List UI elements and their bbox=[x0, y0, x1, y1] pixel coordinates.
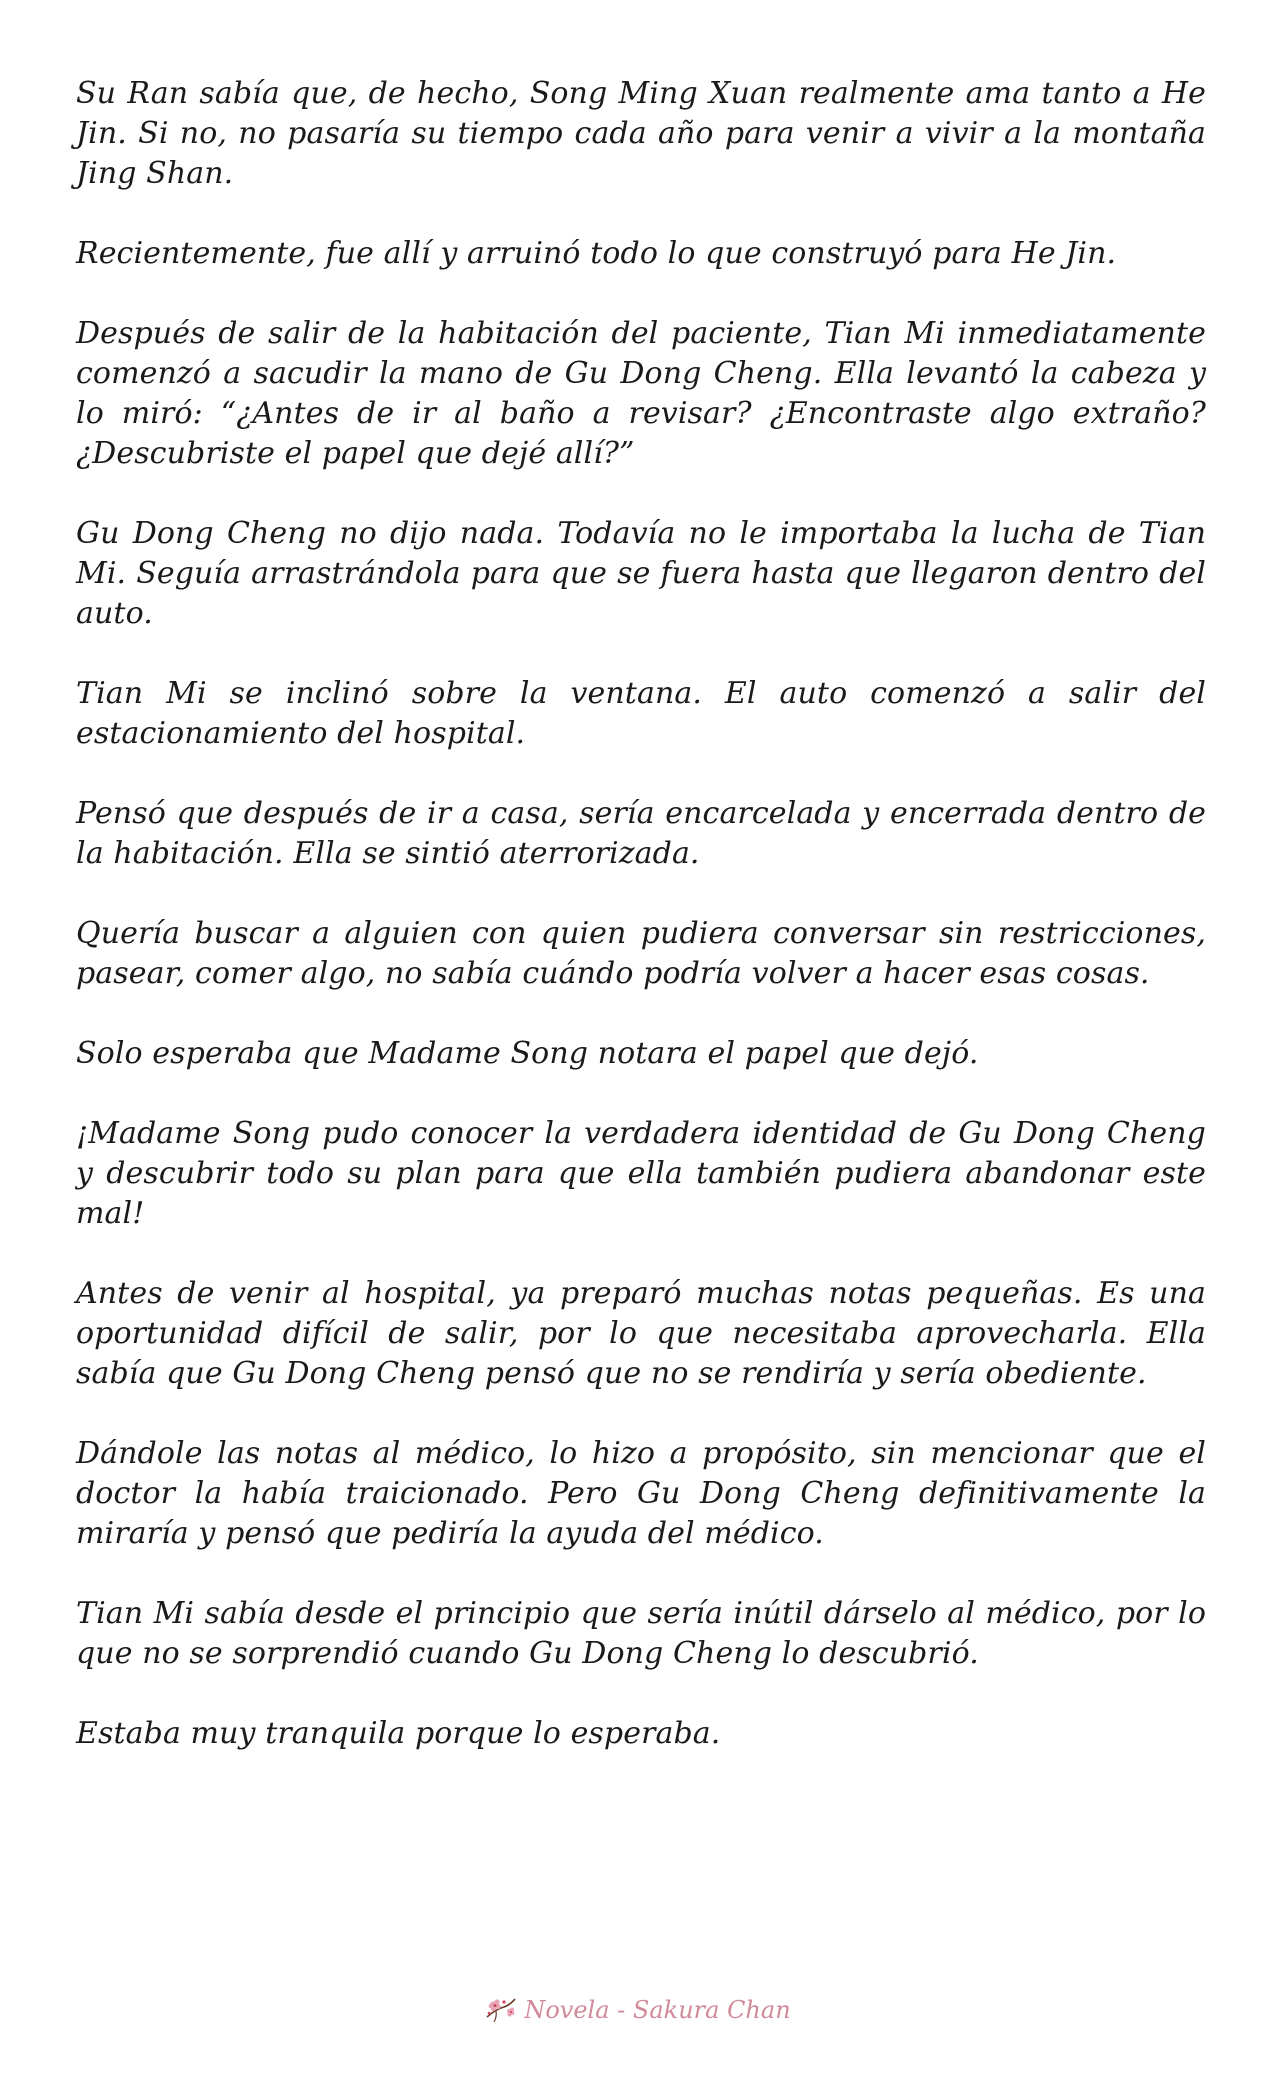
paragraph-8: Solo esperaba que Madame Song notara el papel que dejó. bbox=[76, 1036, 979, 1071]
paragraph-9: ¡Madame Song pudo conocer la verdadera identidad de Gu Dong Cheng y descubrir todo su plan para que ella también pudiera abandonar este mal! bbox=[76, 1116, 1206, 1231]
paragraph-5: Tian Mi se inclinó sobre la ventana. El auto comenzó a salir del estacionamiento del hospital. bbox=[76, 676, 1206, 751]
paragraph-10: Antes de venir al hospital, ya preparó muchas notas pequeñas. Es una oportunidad difícil de salir, por lo que necesitaba aprovecharla. Ella sabía que Gu Dong Cheng pensó que no se rendiría y sería obediente. bbox=[76, 1276, 1206, 1391]
paragraph-2: Recientemente, fue allí y arruinó todo lo que construyó para He Jin. bbox=[76, 236, 1117, 271]
paragraph-11: Dándole las notas al médico, lo hizo a propósito, sin mencionar que el doctor la había traicionado. Pero Gu Dong Cheng definitivamente la miraría y pensó que pediría la ayuda del médico. bbox=[76, 1436, 1206, 1551]
watermark-text: Novela - Sakura Chan bbox=[524, 1996, 791, 2024]
paragraph-6: Pensó que después de ir a casa, sería encarcelada y encerrada dentro de la habitación. Ella se sintió aterrorizada. bbox=[76, 796, 1206, 871]
watermark bbox=[0, 1993, 1275, 2027]
paragraph-4: Gu Dong Cheng no dijo nada. Todavía no le importaba la lucha de Tian Mi. Seguía arrastrándola para que se fuera hasta que llegaron dentro del auto. bbox=[76, 516, 1206, 631]
paragraph-12: Tian Mi sabía desde el principio que sería inútil dárselo al médico, por lo que no se sorprendió cuando Gu Dong Cheng lo descubrió. bbox=[76, 1596, 1206, 1671]
paragraph-7: Quería buscar a alguien con quien pudiera conversar sin restricciones, pasear, comer algo, no sabía cuándo podría volver a hacer esas cosas. bbox=[76, 916, 1206, 991]
paragraph-3: Después de salir de la habitación del paciente, Tian Mi inmediatamente comenzó a sacudir la mano de Gu Dong Cheng. Ella levantó la cabeza y lo miró: “¿Antes de ir al baño a revisar? ¿Encontraste algo extraño? ¿Descubriste el papel que dejé allí?” bbox=[76, 316, 1206, 471]
paragraph-13: Estaba muy tranquila porque lo esperaba. bbox=[76, 1716, 721, 1751]
paragraph-1: Su Ran sabía que, de hecho, Song Ming Xuan realmente ama tanto a He Jin. Si no, no pasaría su tiempo cada año para venir a vivir a la montaña Jing Shan. bbox=[76, 76, 1206, 191]
cherry-blossom-icon bbox=[484, 1995, 518, 2025]
document-body bbox=[76, 74, 1206, 1794]
